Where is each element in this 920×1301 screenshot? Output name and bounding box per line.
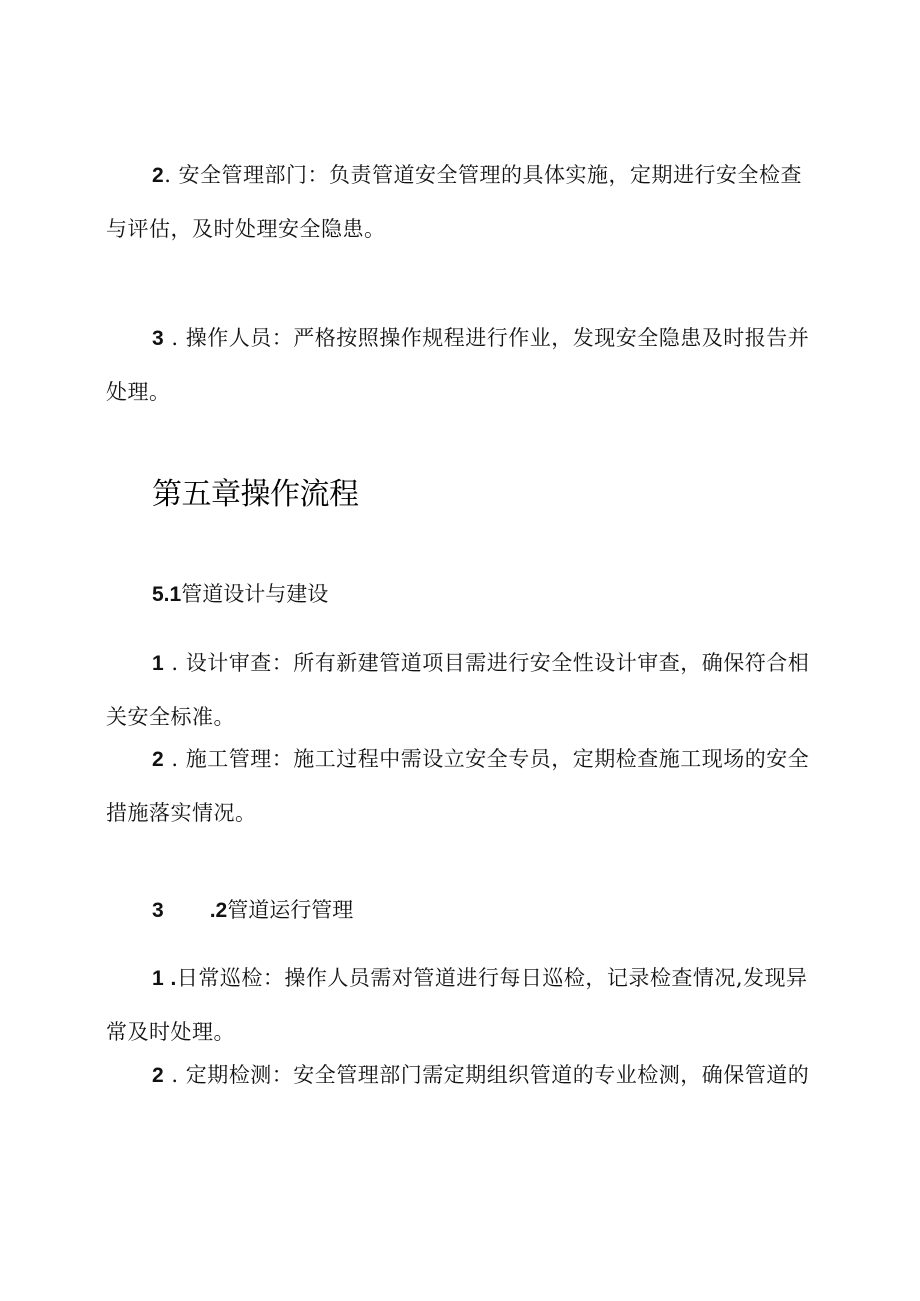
- list-item: [106, 148, 818, 256]
- list-item-line: 措施落实情况。: [106, 801, 257, 825]
- section-title: 管道设计与建设: [181, 582, 329, 606]
- list-item-line: [106, 951, 818, 1005]
- item-text: 日常巡检：操作人员需对管道进行每日巡检，记录检查情况,发现异: [176, 966, 808, 990]
- list-item-line: 处理。: [106, 380, 171, 404]
- section-number: 3: [152, 899, 164, 922]
- list-item: [106, 636, 818, 744]
- item-text: . 定期检测：安全管理部门需定期组织管道的专业检测，确保管道的: [164, 1063, 810, 1087]
- list-item: [106, 732, 818, 840]
- list-item-line: [106, 311, 818, 365]
- list-item: [106, 311, 818, 419]
- chapter-title: 第五章操作流程: [152, 478, 359, 511]
- section-title: 管道运行管理: [227, 898, 354, 922]
- list-item-line: [106, 636, 818, 690]
- section-number-suffix: .2: [209, 899, 228, 922]
- list-item-line: [106, 1048, 818, 1102]
- item-number: 1: [152, 967, 165, 990]
- item-text: . 操作人员：严格按照操作规程进行作业，发现安全隐患及时报告并: [164, 326, 810, 350]
- item-text: . 设计审查：所有新建管道项目需进行安全性设计审查，确保符合相: [164, 651, 810, 675]
- list-item: [106, 1048, 818, 1102]
- item-number-dot: .: [164, 967, 177, 990]
- section-heading: [152, 883, 353, 938]
- item-number: 2: [152, 748, 165, 771]
- list-item-line: [106, 148, 818, 202]
- item-number: 2: [152, 1064, 165, 1087]
- list-item: [106, 951, 818, 1059]
- item-text: . 安全管理部门：负责管道安全管理的具体实施，定期进行安全检查: [164, 163, 803, 187]
- list-item-line: 常及时处理。: [106, 1020, 235, 1044]
- list-item-line: 关安全标准。: [106, 705, 235, 729]
- item-text: . 施工管理：施工过程中需设立安全专员，定期检查施工现场的安全: [164, 747, 810, 771]
- section-heading: [152, 567, 328, 622]
- section-number: 5.1: [152, 583, 182, 606]
- item-number: 3: [152, 327, 165, 350]
- item-number: 2: [152, 164, 165, 187]
- item-number: 1: [152, 652, 165, 675]
- list-item-line: [106, 732, 818, 786]
- list-item-line: 与评估，及时处理安全隐患。: [106, 217, 386, 241]
